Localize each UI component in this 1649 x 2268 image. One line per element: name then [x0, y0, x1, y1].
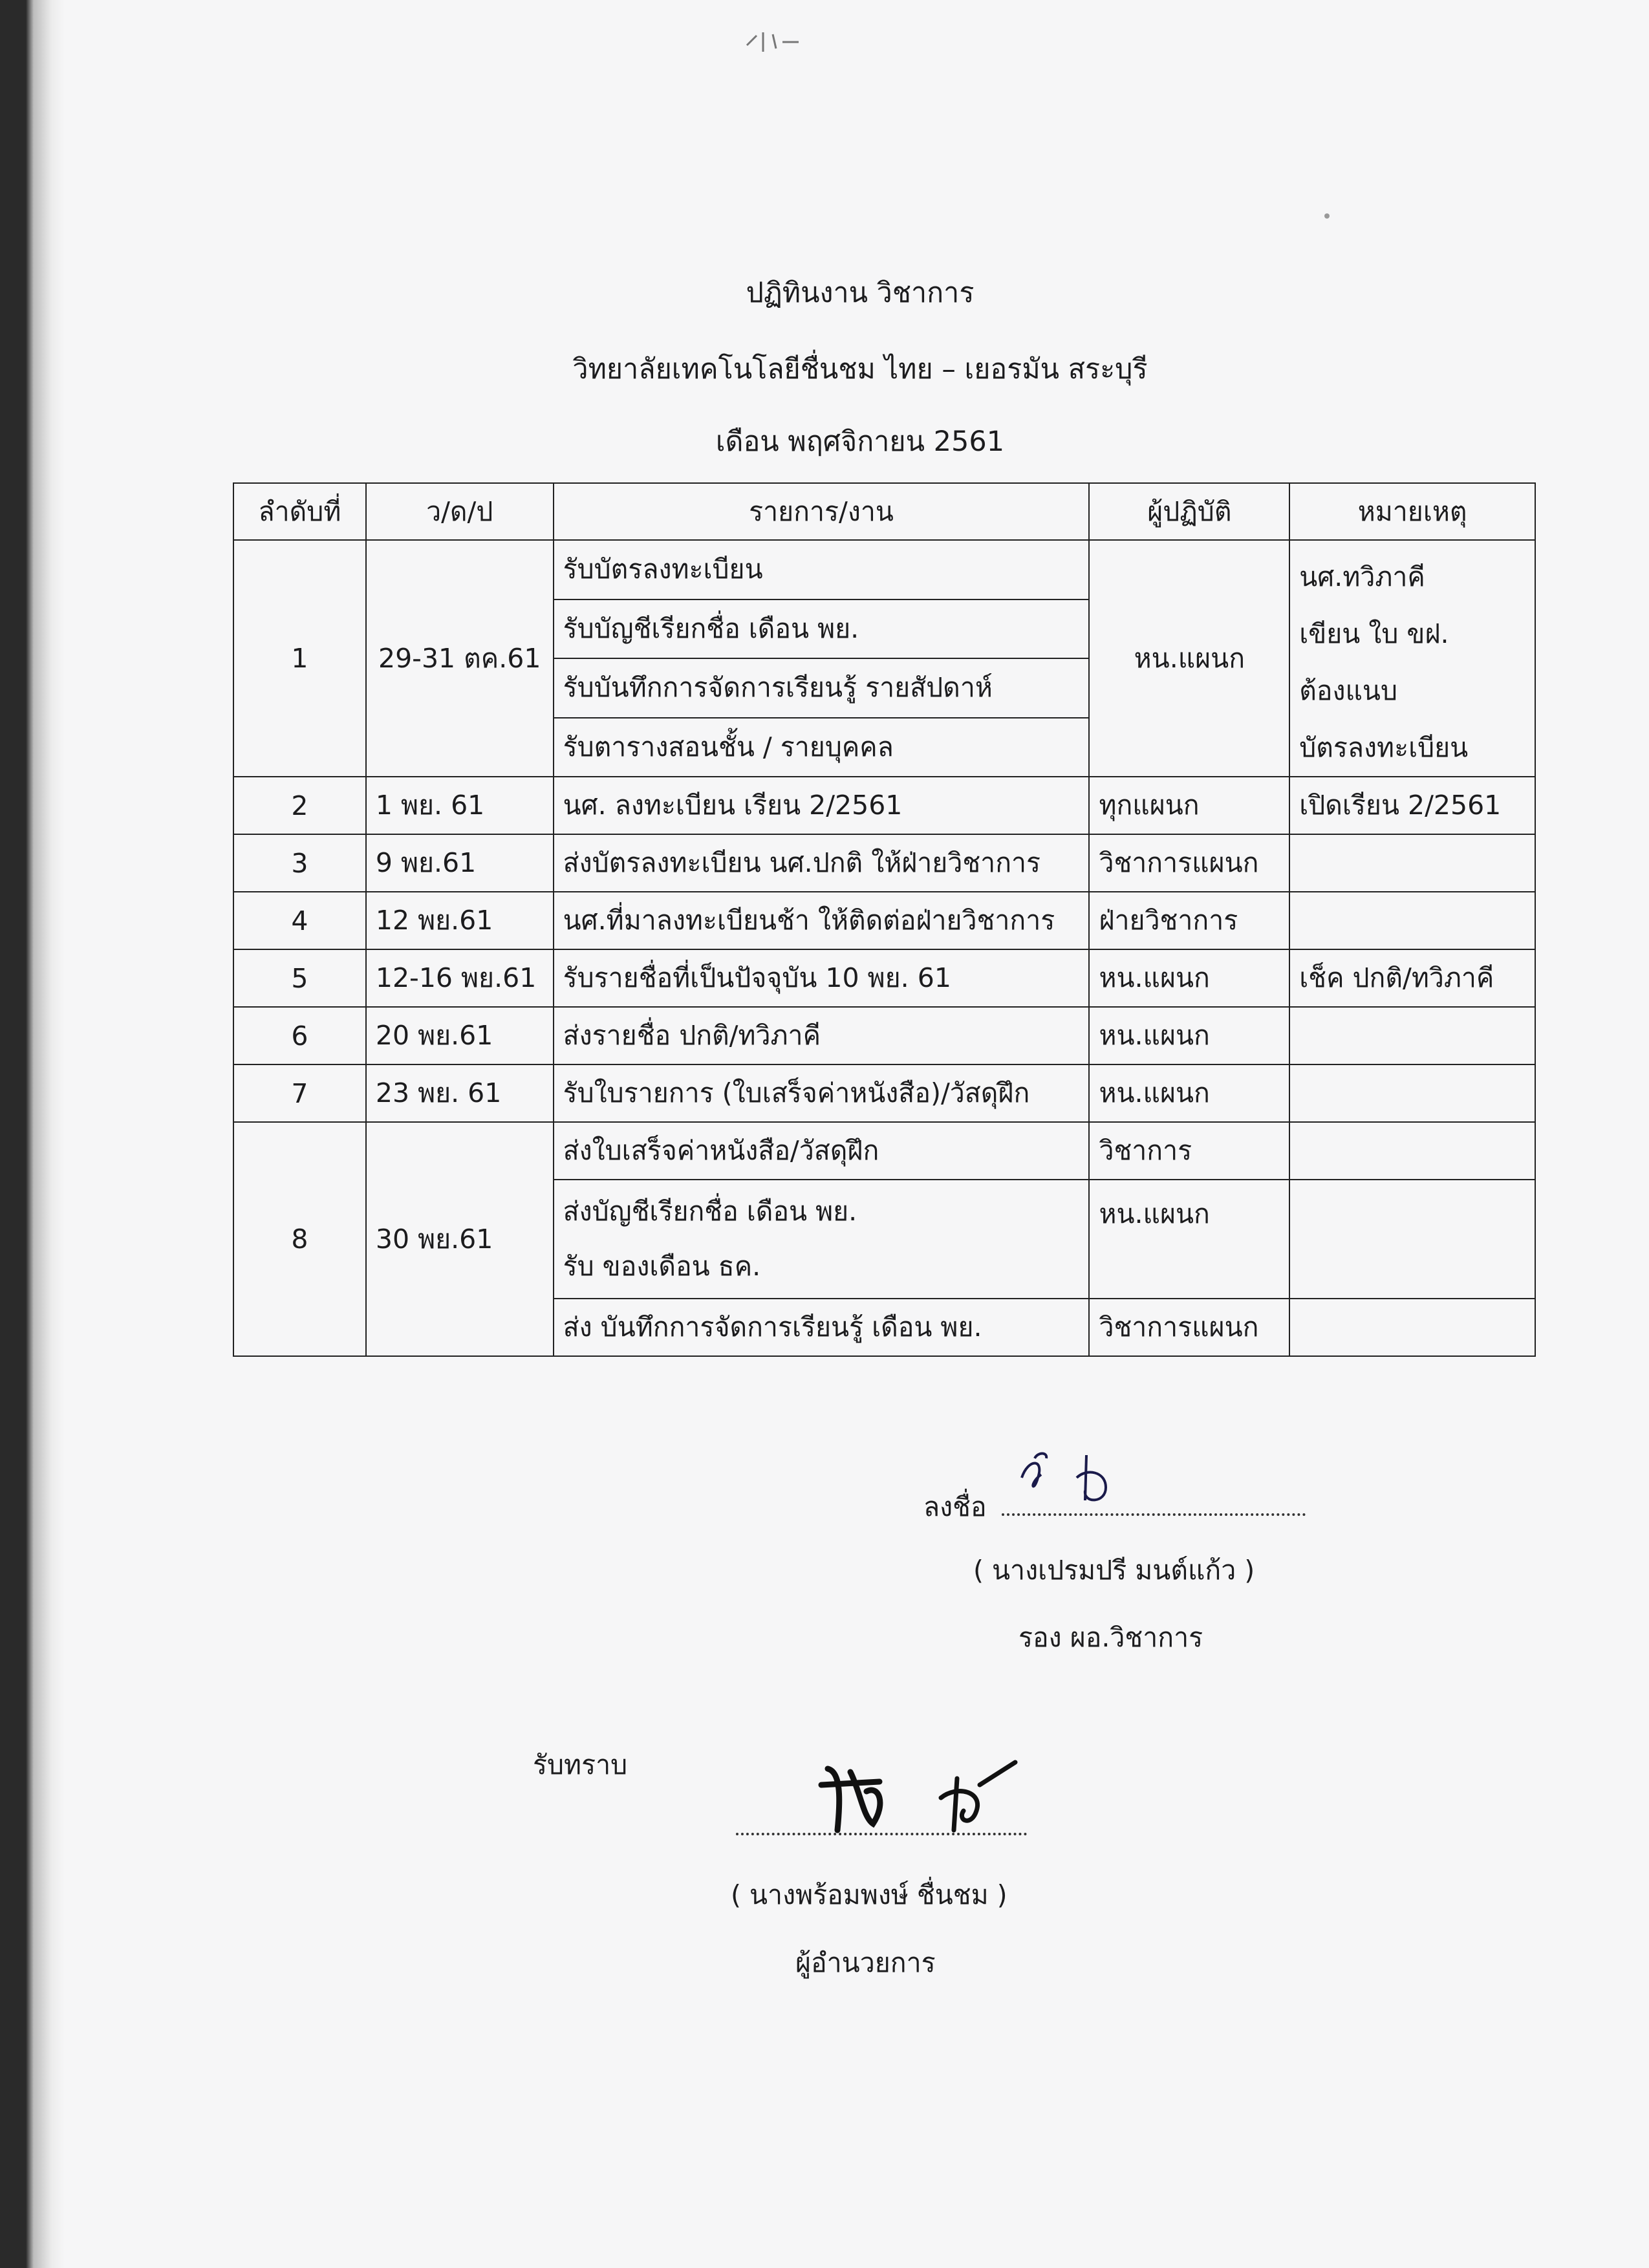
row-task: รับบัญชีเรียกชื่อ เดือน พย.: [554, 599, 1090, 659]
table-row: [233, 834, 1535, 892]
college-name: วิทยาลัยเทคโนโลยีชื่นชม ไทย – เยอรมัน สระบุรี: [572, 353, 1148, 385]
row-task: รับใบรายการ (ใบเสร็จค่าหนังสือ)/วัสดุฝึก: [554, 1064, 1090, 1122]
row-number: 8: [233, 1122, 366, 1356]
row-note: [1289, 1299, 1535, 1356]
scan-dust-dot: [1324, 213, 1330, 219]
signer-name-1: ( นางเปรมปรี มนต์แก้ว ): [973, 1555, 1255, 1586]
sign-label: ลงชื่อ: [923, 1491, 987, 1522]
table-row: [233, 777, 1535, 834]
row-task: นศ. ลงทะเบียน เรียน 2/2561: [554, 777, 1090, 834]
row-number: 1: [233, 540, 366, 777]
handwritten-signature-1: [1009, 1439, 1125, 1517]
signer-position-2: ผู้อำนวยการ: [795, 1947, 936, 1978]
row-number: 7: [233, 1064, 366, 1122]
row-actor: วิชาการแผนก: [1089, 834, 1289, 892]
row-actor: หน.แผนก: [1089, 1180, 1289, 1299]
document-title: ปฏิทินงาน วิชาการ: [746, 277, 975, 309]
row-date: 29-31 ตค.61: [366, 540, 554, 777]
signer-position-1: รอง ผอ.วิชาการ: [1018, 1622, 1203, 1653]
table-row: [233, 949, 1535, 1007]
task-line: ส่งบัญชีเรียกชื่อ เดือน พย.: [563, 1196, 857, 1227]
note-line: เขียน ใบ ขฝ.: [1299, 618, 1449, 649]
row-note: [1289, 1180, 1535, 1299]
table-row: [233, 1122, 1535, 1180]
row-date: 23 พย. 61: [366, 1064, 554, 1122]
row-note: [1289, 892, 1535, 949]
row-date: 20 พย.61: [366, 1007, 554, 1064]
row-date: 9 พย.61: [366, 834, 554, 892]
note-line: นศ.ทวิภาคี: [1299, 561, 1425, 592]
row-note: [1289, 1122, 1535, 1180]
row-actor: ทุกแผนก: [1089, 777, 1289, 834]
row-task: รับบัตรลงทะเบียน: [554, 540, 1090, 599]
row-note: [1289, 540, 1535, 777]
column-header-actor: ผู้ปฏิบัติ: [1089, 483, 1289, 540]
row-task: [554, 1180, 1090, 1299]
row-date: 12-16 พย.61: [366, 949, 554, 1007]
table-row: [233, 1007, 1535, 1064]
note-line: บัตรลงทะเบียน: [1299, 732, 1469, 763]
note-line: ต้องแนบ: [1299, 675, 1397, 706]
column-header-task: รายการ/งาน: [554, 483, 1090, 540]
row-date: 12 พย.61: [366, 892, 554, 949]
row-actor: วิชาการ: [1089, 1122, 1289, 1180]
table-row: [233, 892, 1535, 949]
table-row: [233, 1064, 1535, 1122]
signer-name-2: ( นางพร้อมพงษ์ ชื่นชม ): [731, 1879, 1008, 1910]
acknowledged-label: รับทราบ: [533, 1749, 628, 1780]
row-task: รับตารางสอนชั้น / รายบุคคล: [554, 718, 1090, 777]
row-task: ส่งบัตรลงทะเบียน นศ.ปกติ ให้ฝ่ายวิชาการ: [554, 834, 1090, 892]
table-row: [233, 540, 1535, 599]
row-task: รับบันทึกการจัดการเรียนรู้ รายสัปดาห์: [554, 658, 1090, 718]
row-number: 6: [233, 1007, 366, 1064]
row-number: 3: [233, 834, 366, 892]
row-number: 5: [233, 949, 366, 1007]
signature-dotted-line-2: [736, 1811, 1027, 1842]
row-number: 2: [233, 777, 366, 834]
row-actor: หน.แผนก: [1089, 949, 1289, 1007]
month-year: เดือน พฤศจิกายน 2561: [715, 426, 1005, 458]
scan-edge-shadow: [0, 0, 65, 2268]
row-task: ส่ง บันทึกการจัดการเรียนรู้ เดือน พย.: [554, 1299, 1090, 1356]
row-actor: วิชาการแผนก: [1089, 1299, 1289, 1356]
column-header-no: ลำดับที่: [233, 483, 366, 540]
row-date: 1 พย. 61: [366, 777, 554, 834]
scan-artifact-mark: [744, 29, 802, 55]
task-line: รับ ของเดือน ธค.: [563, 1251, 761, 1282]
row-task: รับรายชื่อที่เป็นปัจจุบัน 10 พย. 61: [554, 949, 1090, 1007]
row-note: [1289, 1064, 1535, 1122]
row-task: ส่งรายชื่อ ปกติ/ทวิภาคี: [554, 1007, 1090, 1064]
table-header-row: [233, 483, 1535, 540]
row-note: เปิดเรียน 2/2561: [1289, 777, 1535, 834]
row-note: [1289, 1007, 1535, 1064]
row-actor: หน.แผนก: [1089, 1007, 1289, 1064]
row-note: เช็ค ปกติ/ทวิภาคี: [1289, 949, 1535, 1007]
row-task: นศ.ที่มาลงทะเบียนช้า ให้ติดต่อฝ่ายวิชาการ: [554, 892, 1090, 949]
row-number: 4: [233, 892, 366, 949]
row-actor: หน.แผนก: [1089, 1064, 1289, 1122]
row-date: 30 พย.61: [366, 1122, 554, 1356]
row-task: ส่งใบเสร็จค่าหนังสือ/วัสดุฝึก: [554, 1122, 1090, 1180]
column-header-note: หมายเหตุ: [1289, 483, 1535, 540]
column-header-date: ว/ด/ป: [366, 483, 554, 540]
row-actor: หน.แผนก: [1089, 540, 1289, 777]
row-actor: ฝ่ายวิชาการ: [1089, 892, 1289, 949]
schedule-table: [233, 482, 1536, 1357]
row-note: [1289, 834, 1535, 892]
